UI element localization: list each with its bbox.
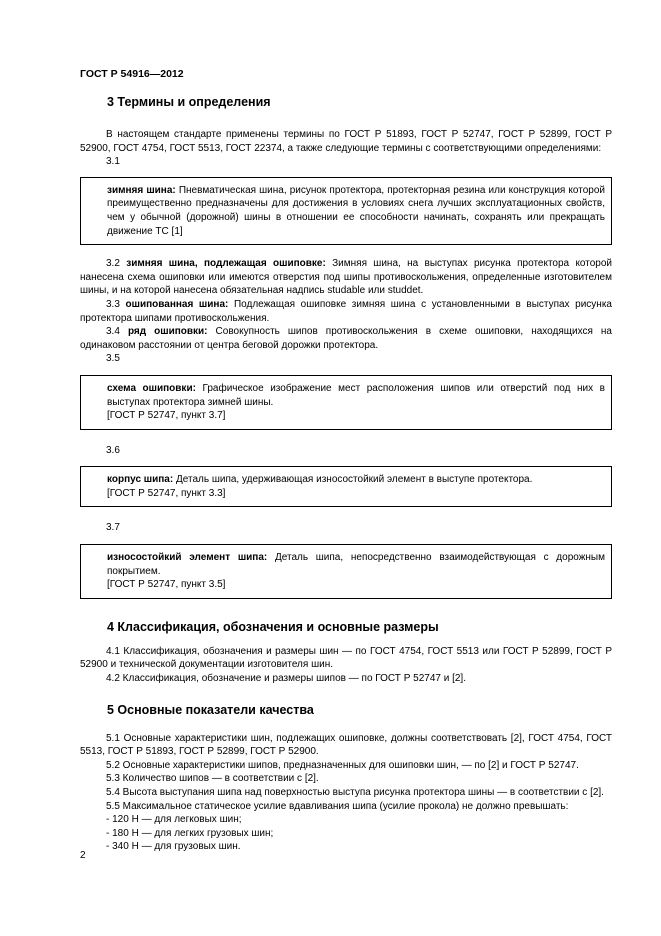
document-header: ГОСТ Р 54916—2012 [80, 68, 184, 80]
term-3-5-definition [107, 382, 605, 409]
clause-5-1: 5.1 Основные характеристики шин, подлежащих ошиповке, должны соответствовать [2], ГОСТ 4754, ГОСТ 5513, ГОСТ Р 51893, ГОСТ Р 52899, ГОСТ Р 52900. [80, 732, 612, 758]
clause-4-2: 4.2 Классификация, обозначение и размеры шипов — по ГОСТ Р 52747 и [2]. [106, 673, 466, 685]
term-3-7-box [80, 544, 612, 599]
term-3-6-text: Деталь шипа, удерживающая износостойкий элемент в выступе протектора. [175, 474, 533, 486]
term-3-1-term: зимняя шина: [107, 184, 176, 196]
term-3-2-term: зимняя шина, подлежащая ошиповке: [126, 258, 326, 270]
term-3-7-definition [107, 551, 605, 578]
term-3-2-text: Зимняя шина, на выступах рисунка протектора которой нанесена схема ошиповки или имеются отверстия под шипы противоскольжения, определенные изготовителем шины, и на которой нанесена обязательная надпись studable или studdet. [80, 258, 613, 297]
term-3-5-text: Графическое изображение мест расположения шипов или отверстий под них в выступах протектора зимней шины. [107, 382, 605, 408]
term-3-6-source: [ГОСТ Р 52747, пункт 3.3] [107, 487, 226, 499]
term-3-5-term: схема ошиповки: [107, 382, 196, 394]
term-3-3-number: 3.3 [106, 298, 120, 310]
term-3-6-term: корпус шипа: [107, 474, 174, 486]
term-3-7-text: Деталь шипа, непосредственно взаимодействующая с дорожным покрытием. [107, 552, 605, 577]
term-3-5-source: [ГОСТ Р 52747, пункт 3.7] [107, 410, 226, 422]
section-3-title: 3 Термины и определения [107, 95, 271, 109]
term-3-7-source: [ГОСТ Р 52747, пункт 3.5] [107, 579, 226, 591]
term-3-4-term: ряд ошиповки: [127, 326, 208, 338]
term-3-5-number: 3.5 [106, 353, 120, 365]
term-3-4-number: 3.4 [106, 326, 120, 338]
clause-5-4: 5.4 Высота выступания шипа над поверхностью выступа рисунка протектора шины — в соответствии с [2]. [106, 787, 604, 798]
list-item: - 120 Н — для легковых шин; [106, 814, 242, 826]
document-body [80, 94, 612, 854]
term-3-6-box [80, 466, 612, 507]
term-3-4-text: Совокупность шипов противоскольжения в схеме ошиповки, находящихся на одинаковом расстоянии от центра беговой дорожки протектора. [80, 326, 612, 351]
term-3-1-definition [107, 184, 605, 238]
list-item: - 180 Н — для легких грузовых шин; [106, 827, 274, 839]
section-5-title: 5 Основные показатели качества [107, 702, 314, 717]
term-3-7-number: 3.7 [106, 522, 120, 534]
clause-5-3: 5.3 Количество шипов — в соответствии с [2]. [106, 773, 319, 785]
list-item: - 340 Н — для грузовых шин. [106, 841, 241, 853]
term-3-6-definition [107, 473, 605, 487]
term-3-7-term: износостойкий элемент шипа: [107, 552, 268, 564]
term-3-6-number: 3.6 [106, 444, 120, 456]
page-number: 2 [80, 850, 86, 861]
section-3-intro: В настоящем стандарте применены термины по ГОСТ Р 51893, ГОСТ Р 52747, ГОСТ Р 52899, ГОСТ Р 52900, ГОСТ 4754, ГОСТ 5513, ГОСТ 22374, а также следующие термины с соответствующими определениями: [80, 129, 612, 154]
term-3-3 [80, 298, 612, 325]
term-3-3-term: ошипованная шина: [125, 298, 229, 310]
term-3-4 [80, 325, 612, 352]
clause-5-5: 5.5 Максимальное статическое усилие вдавливания шипа (усилие прокола) не должно превышать: [106, 800, 569, 812]
term-3-1-number: 3.1 [106, 156, 120, 168]
term-3-1-box [80, 177, 612, 245]
clause-5-2: 5.2 Основные характеристики шипов, предназначенных для ошиповки шин, — по [2] и ГОСТ Р 52747. [106, 759, 579, 771]
term-3-1-text: Пневматическая шина, рисунок протектора, протекторная резина или конструкция которой преимущественно предназначены для достижения в условиях снега лучших эксплуатационных свойств, чем у обычной (дорожной) шины в отношении ее способности начинать, сохранять или прекращать движение ТС [1] [107, 184, 605, 237]
section-4-title: 4 Классификация, обозначения и основные размеры [107, 619, 439, 634]
term-3-2-number: 3.2 [106, 258, 120, 270]
term-3-5-box [80, 375, 612, 430]
term-3-3-text: Подлежащая ошиповке зимняя шина с установленными в выступах рисунка протектора шипами противоскольжения. [80, 298, 612, 324]
clause-4-1: 4.1 Классификация, обозначения и размеры шин — по ГОСТ 4754, ГОСТ 5513 или ГОСТ Р 52899, ГОСТ Р 52900 и технической документации изготовителя шин. [80, 645, 612, 671]
term-3-2 [80, 257, 612, 298]
